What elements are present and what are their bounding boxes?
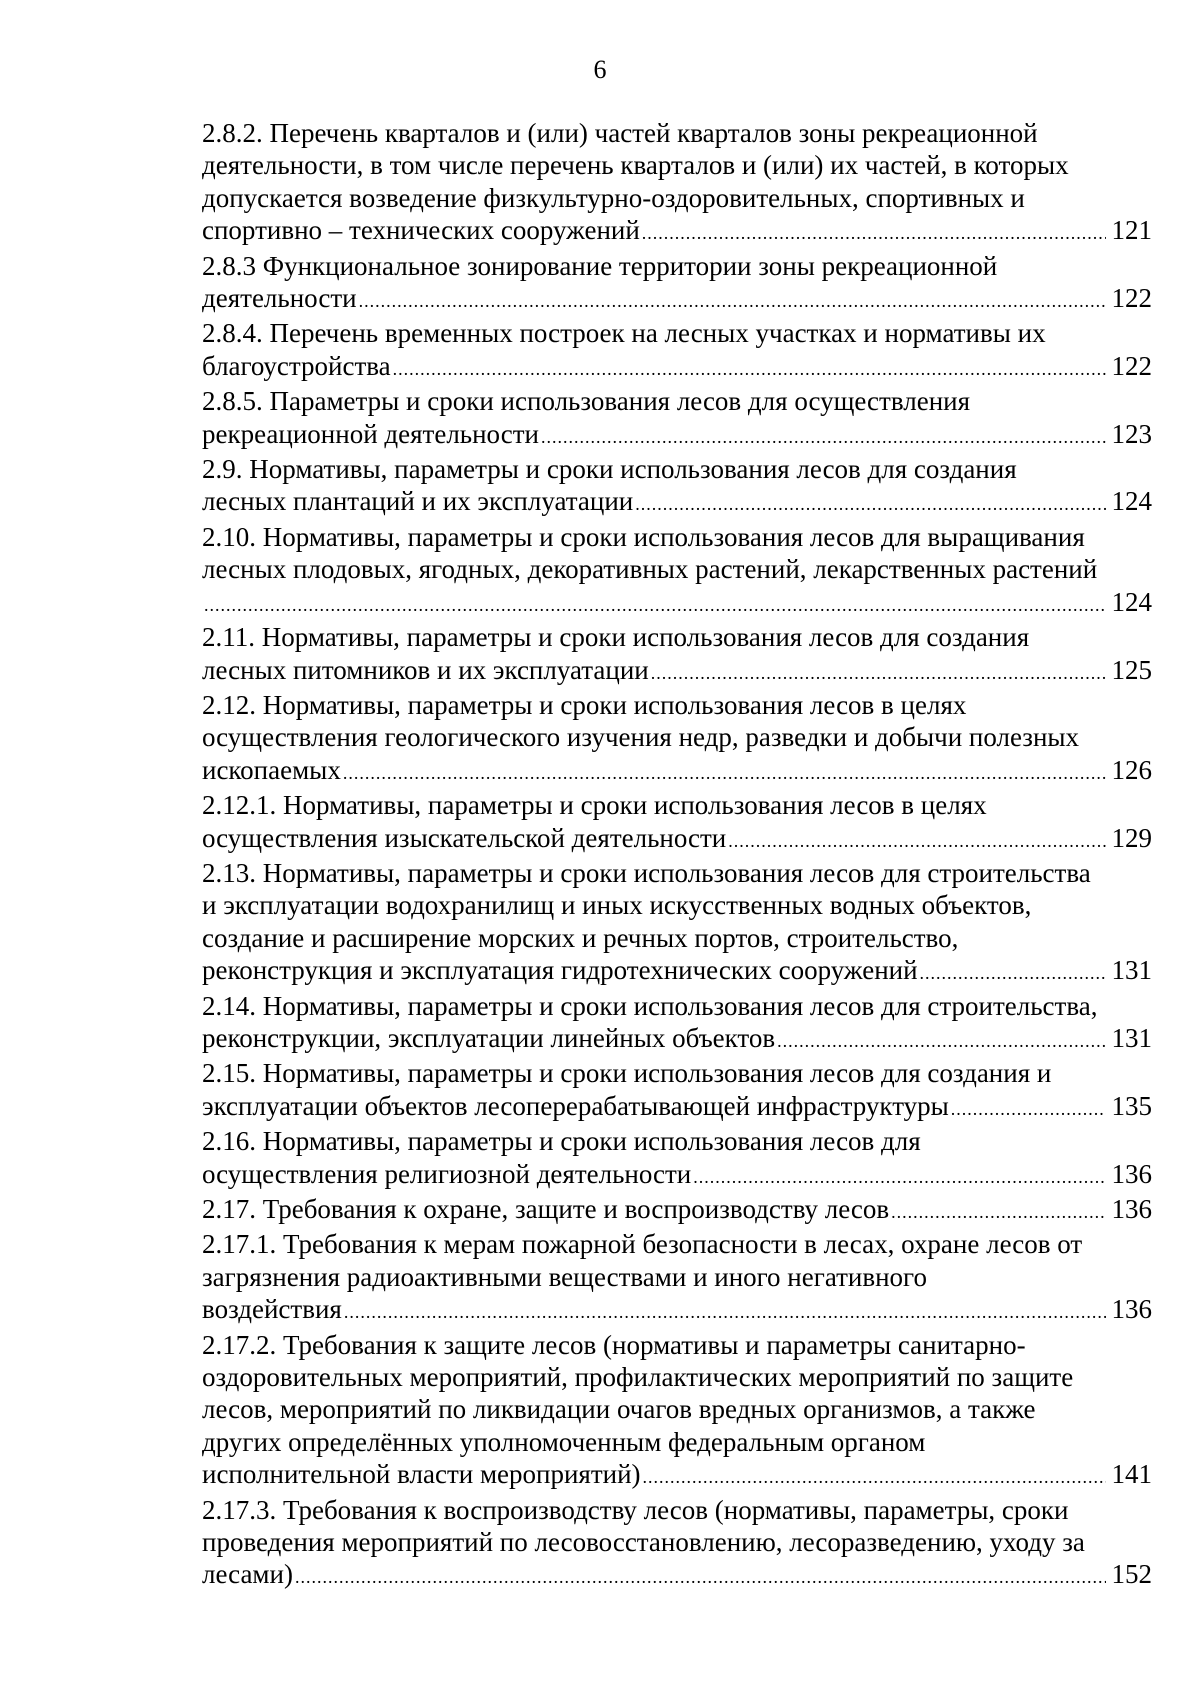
toc-page-number: 129: [1111, 822, 1152, 853]
toc-entry-line: загрязнения радиоактивными веществами и иного негативного: [202, 1261, 927, 1292]
toc-entry: [202, 1193, 1152, 1228]
toc-entry-last-line: [202, 282, 1152, 317]
toc-entry-line: 2.8.3 Функциональное зонирование территории зоны рекреационной: [202, 250, 998, 281]
toc-page-number: 124: [1111, 486, 1152, 517]
toc-entry-last-line: [202, 1458, 1152, 1493]
toc-entry-line: осуществления геологического изучения недр, разведки и добычи полезных: [202, 722, 1080, 753]
toc-entry-last-line: [202, 1158, 1152, 1193]
toc-entry-last-line: [202, 1022, 1152, 1057]
toc-entry-title-end: лесами): [202, 1559, 293, 1590]
dot-leader: [728, 825, 1105, 857]
dot-leader: [343, 757, 1106, 789]
toc-entry-title-end: 2.17. Требования к охране, защите и воспроизводству лесов: [202, 1194, 890, 1224]
toc-page-number: 124: [1111, 586, 1152, 617]
toc-entry-last-line: [202, 954, 1152, 989]
toc-entry: [202, 857, 1152, 990]
toc-entry-line: 2.17.1. Требования к мерам пожарной безопасности в лесах, охране лесов от: [202, 1229, 1083, 1260]
toc-entry-last-line: [202, 214, 1152, 249]
toc-entry: [202, 1329, 1152, 1494]
toc-entry-line: 2.17.2. Требования к защите лесов (нормативы и параметры санитарно-: [202, 1329, 1026, 1360]
toc-entry-last-line: [202, 418, 1152, 453]
dot-leader: [295, 1561, 1106, 1593]
toc-entry-line: 2.12. Нормативы, параметры и сроки использования лесов в целях: [202, 689, 967, 720]
toc-entry-title-end: реконструкция и эксплуатация гидротехнических сооружений: [202, 955, 918, 986]
toc-entry: [202, 1228, 1152, 1328]
page-number: 6: [593, 55, 607, 84]
toc-page-number: 136: [1111, 1194, 1152, 1224]
table-of-contents: [202, 117, 1152, 1594]
toc-page-number: 123: [1111, 418, 1152, 449]
toc-entry: [202, 317, 1152, 385]
toc-entry-last-line: [202, 654, 1152, 689]
dot-leader: [920, 957, 1106, 989]
toc-entry-line: 2.16. Нормативы, параметры и сроки использования лесов для: [202, 1126, 921, 1157]
toc-entry: [202, 1057, 1152, 1125]
toc-entry-line: 2.13. Нормативы, параметры и сроки использования лесов для строительства: [202, 857, 1091, 888]
dot-leader: [541, 421, 1106, 453]
toc-entry-line: других определённых уполномоченным федеральным органом: [202, 1426, 926, 1457]
toc-entry: [202, 453, 1152, 521]
toc-entry: [202, 789, 1152, 857]
toc-entry-last-line: [202, 1558, 1152, 1593]
toc-page-number: 131: [1111, 1022, 1152, 1053]
toc-entry-line: 2.12.1. Нормативы, параметры и сроки использования лесов в целях: [202, 790, 987, 821]
toc-entry: [202, 689, 1152, 789]
toc-entry-line: 2.10. Нормативы, параметры и сроки использования лесов для выращивания: [202, 521, 1085, 552]
dot-leader: [951, 1093, 1106, 1125]
toc-page-number: 122: [1111, 350, 1152, 381]
toc-entry-line: 2.8.4. Перечень временных построек на лесных участках и нормативы их: [202, 318, 1046, 349]
dot-leader: [344, 1296, 1106, 1328]
dot-leader: [777, 1025, 1105, 1057]
toc-entry: [202, 1125, 1152, 1193]
toc-entry-line: 2.9. Нормативы, параметры и сроки использования лесов для создания: [202, 454, 1017, 485]
toc-entry-title-end: рекреационной деятельности: [202, 418, 539, 449]
dot-leader: [635, 488, 1105, 520]
toc-entry-last-line: [202, 485, 1152, 520]
toc-page-number: 135: [1111, 1090, 1152, 1121]
dot-leader: [359, 285, 1106, 317]
toc-entry-title-end: воздействия: [202, 1294, 342, 1325]
toc-entry-line: проведения мероприятий по лесовосстановлению, лесоразведению, уходу за: [202, 1527, 1085, 1558]
toc-page-number: 126: [1111, 754, 1152, 785]
toc-entry-title-end: спортивно – технических сооружений: [202, 215, 640, 246]
toc-page-number: 122: [1111, 283, 1152, 314]
toc-entry-title-end: осуществления религиозной деятельности: [202, 1158, 692, 1189]
toc-entry-line: 2.14. Нормативы, параметры и сроки использования лесов для строительства,: [202, 990, 1098, 1021]
toc-entry-last-line: [202, 1090, 1152, 1125]
toc-entry-title-end: лесных плантаций и их эксплуатации: [202, 486, 634, 517]
toc-entry-title-end: благоустройства: [202, 350, 391, 381]
toc-entry: [202, 1494, 1152, 1594]
dot-leader: [393, 353, 1106, 385]
toc-entry-last-line: [202, 754, 1152, 789]
dot-leader: [693, 1161, 1105, 1193]
toc-entry-line: 2.8.5. Параметры и сроки использования лесов для осуществления: [202, 386, 971, 417]
toc-page-number: 141: [1111, 1459, 1152, 1490]
toc-page-number: 152: [1111, 1559, 1152, 1590]
dot-leader: [204, 589, 1106, 621]
toc-entry-title-end: исполнительной власти мероприятий): [202, 1459, 641, 1490]
toc-entry-last-line: [202, 1293, 1152, 1328]
toc-entry-title-end: реконструкции, эксплуатации линейных объектов: [202, 1022, 776, 1053]
toc-entry: [202, 621, 1152, 689]
toc-entry-line: 2.11. Нормативы, параметры и сроки использования лесов для создания: [202, 622, 1030, 653]
toc-entry: [202, 385, 1152, 453]
toc-entry-last-line: [202, 1193, 1152, 1228]
toc-entry-title-end: лесных питомников и их эксплуатации: [202, 654, 649, 685]
toc-page-number: 136: [1111, 1158, 1152, 1189]
toc-entry: [202, 250, 1152, 318]
toc-entry-title-end: деятельности: [202, 283, 357, 314]
toc-entry-line: 2.15. Нормативы, параметры и сроки использования лесов для создания и: [202, 1058, 1052, 1089]
toc-entry-line: создание и расширение морских и речных портов, строительство,: [202, 922, 959, 953]
toc-entry-title-end: эксплуатации объектов лесоперерабатывающей инфраструктуры: [202, 1090, 949, 1121]
dot-leader: [891, 1196, 1105, 1228]
toc-entry-last-line: [202, 586, 1152, 621]
dot-leader: [651, 657, 1106, 689]
toc-entry-line: и эксплуатации водохранилищ и иных искусственных водных объектов,: [202, 890, 1032, 921]
toc-page-number: 121: [1111, 215, 1152, 246]
toc-entry: [202, 117, 1152, 250]
toc-page-number: 136: [1111, 1294, 1152, 1325]
toc-entry-line: оздоровительных мероприятий, профилактических мероприятий по защите: [202, 1362, 1074, 1393]
dot-leader: [642, 217, 1106, 249]
dot-leader: [643, 1461, 1106, 1493]
toc-entry-line: лесов, мероприятий по ликвидации очагов вредных организмов, а также: [202, 1394, 1036, 1425]
toc-entry-last-line: [202, 350, 1152, 385]
toc-page-number: 125: [1111, 654, 1152, 685]
toc-entry-line: 2.17.3. Требования к воспроизводству лесов (нормативы, параметры, сроки: [202, 1494, 1069, 1525]
toc-entry-line: лесных плодовых, ягодных, декоративных растений, лекарственных растений: [202, 554, 1098, 585]
toc-entry-line: 2.8.2. Перечень кварталов и (или) частей кварталов зоны рекреационной: [202, 118, 1038, 148]
toc-entry-line: деятельности, в том числе перечень кварталов и (или) их частей, в которых: [202, 150, 1069, 181]
toc-entry-title-end: ископаемых: [202, 754, 341, 785]
toc-entry-title-end: осуществления изыскательской деятельности: [202, 822, 727, 853]
toc-entry: [202, 521, 1152, 621]
toc-page-number: 131: [1111, 955, 1152, 986]
toc-entry: [202, 990, 1152, 1058]
toc-entry-last-line: [202, 822, 1152, 857]
toc-entry-line: допускается возведение физкультурно-оздоровительных, спортивных и: [202, 182, 1025, 213]
